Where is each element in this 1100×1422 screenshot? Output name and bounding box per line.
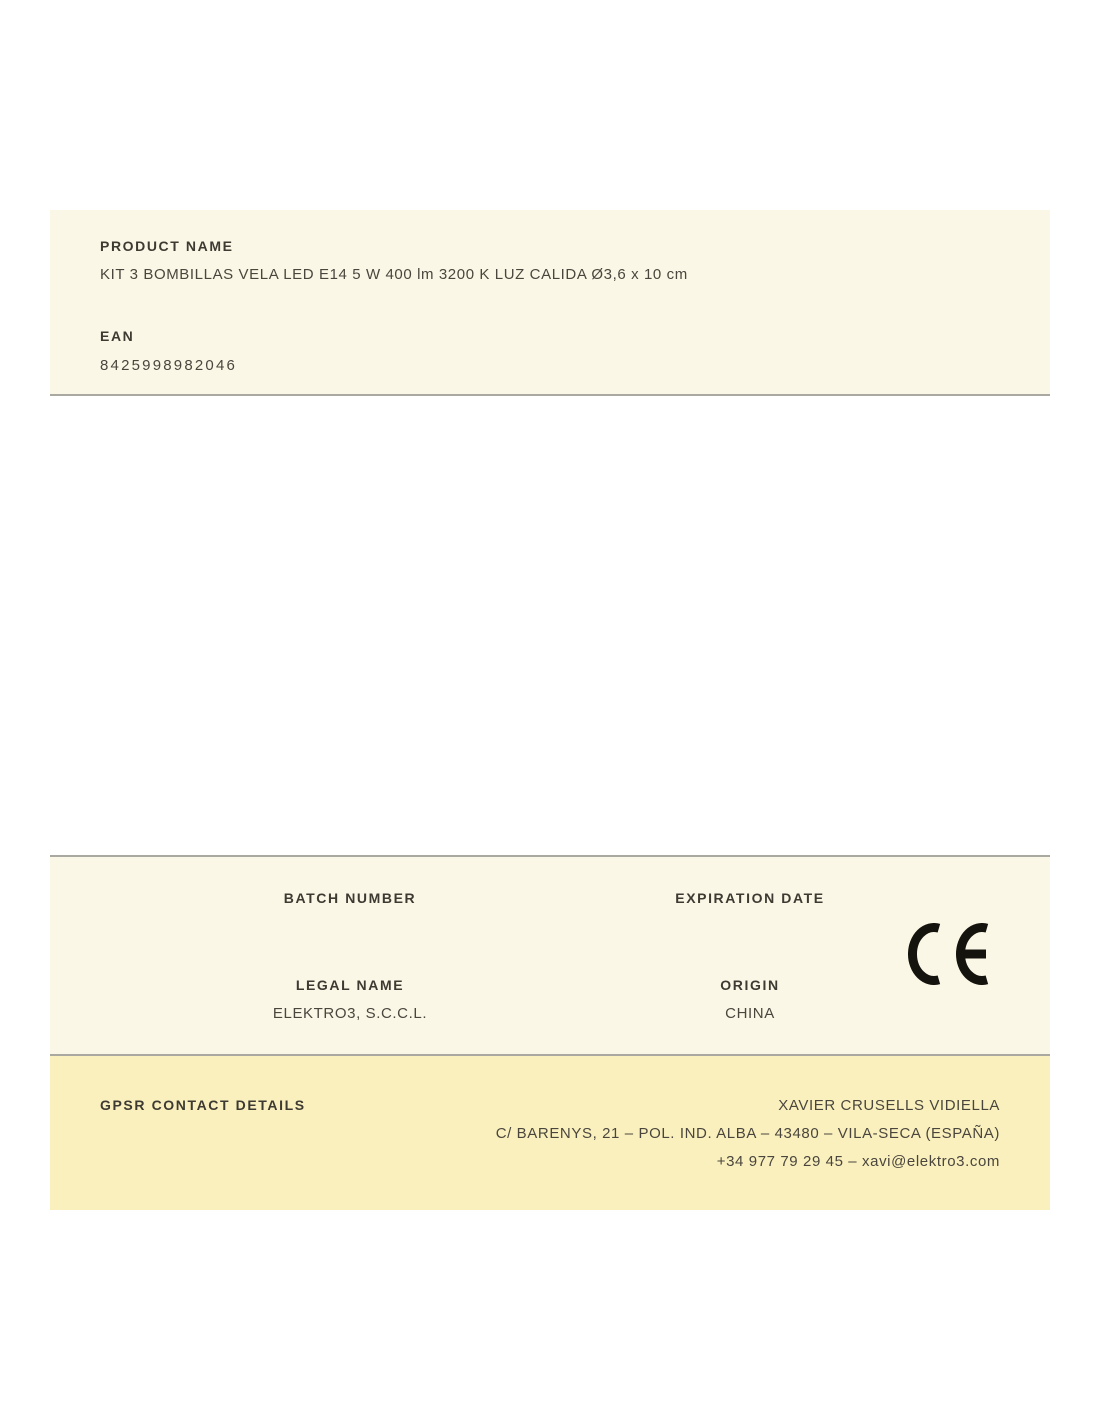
ean-label: EAN bbox=[100, 328, 135, 344]
gpsr-contact-details-label: GPSR CONTACT DETAILS bbox=[100, 1097, 306, 1113]
gpsr-contact-panel bbox=[50, 1056, 1050, 1210]
gpsr-contact-block bbox=[496, 1096, 1000, 1180]
legal-name-label: LEGAL NAME bbox=[295, 977, 405, 993]
product-name-value: KIT 3 BOMBILLAS VELA LED E14 5 W 400 lm 3200 K LUZ CALIDA Ø3,6 x 10 cm bbox=[100, 266, 688, 283]
gpsr-contact-address: C/ BARENYS, 21 – POL. IND. ALBA – 43480 – VILA-SECA (ESPAÑA) bbox=[495, 1125, 1000, 1142]
ce-mark-icon bbox=[908, 923, 990, 985]
traceability-panel bbox=[50, 855, 1050, 1056]
product-name-label: PRODUCT NAME bbox=[100, 238, 234, 254]
expiration-date-label: EXPIRATION DATE bbox=[675, 890, 825, 906]
gpsr-contact-phone-email: +34 977 79 29 45 – xavi@elektro3.com bbox=[716, 1153, 1000, 1170]
ean-value: 8425998982046 bbox=[100, 357, 238, 374]
legal-name-value: ELEKTRO3, S.C.C.L. bbox=[272, 1005, 428, 1022]
origin-value: CHINA bbox=[725, 1005, 775, 1022]
origin-label: ORIGIN bbox=[720, 977, 780, 993]
gpsr-contact-name: XAVIER CRUSELLS VIDIELLA bbox=[778, 1097, 1000, 1114]
product-info-panel bbox=[50, 210, 1050, 396]
batch-number-label: BATCH NUMBER bbox=[283, 890, 417, 906]
